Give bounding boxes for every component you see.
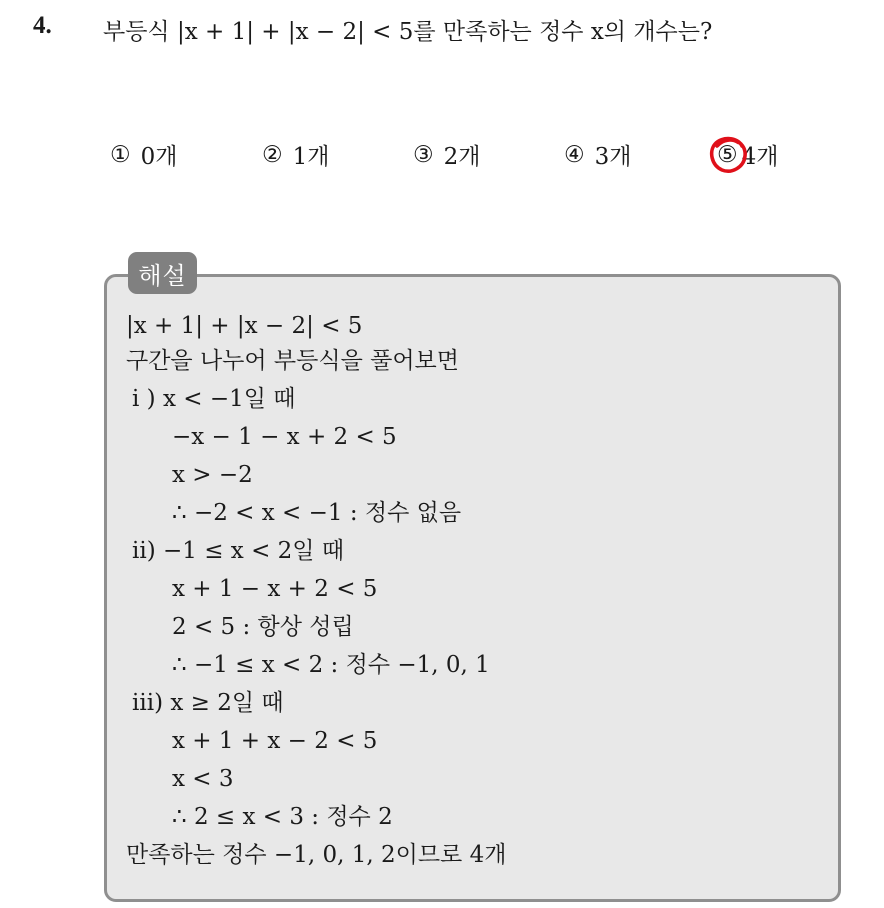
solution-case-3-step-2: x < 3 — [172, 766, 234, 792]
choice-3[interactable] — [413, 138, 480, 171]
solution-case-2-step-1: x + 1 − x + 2 < 5 — [172, 576, 378, 602]
choice-2-marker: ② — [262, 141, 283, 168]
choice-5-marker — [717, 142, 738, 168]
choice-2[interactable] — [262, 138, 329, 171]
solution-case-2-heading: ii) −1 ≤ x < 2일 때 — [132, 538, 345, 564]
choice-4[interactable] — [564, 138, 631, 171]
solution-case-2-result: ∴ −1 ≤ x < 2 : 정수 −1, 0, 1 — [172, 652, 490, 678]
question-text: 부등식 |x + 1| + |x − 2| < 5를 만족하는 정수 x의 개수는? — [103, 19, 713, 45]
solution-case-1-step-1: −x − 1 − x + 2 < 5 — [172, 424, 397, 450]
choice-4-label: 3개 — [594, 144, 632, 170]
choice-1-label: 0개 — [140, 144, 178, 170]
choice-2-label: 1개 — [292, 144, 330, 170]
solution-case-1-result: ∴ −2 < x < −1 : 정수 없음 — [172, 500, 462, 526]
solution-line-2: 구간을 나누어 부등식을 풀어보면 — [126, 348, 459, 374]
solution-conclusion: 만족하는 정수 −1, 0, 1, 2이므로 4개 — [126, 842, 507, 868]
answer-choices — [0, 138, 884, 174]
choice-1-marker: ① — [110, 141, 131, 168]
choice-1[interactable] — [110, 138, 177, 171]
choice-3-marker: ③ — [413, 141, 434, 168]
choice-4-marker: ④ — [564, 141, 585, 168]
solution-case-1-step-2: x > −2 — [172, 462, 253, 488]
solution-case-2-step-2: 2 < 5 : 항상 성립 — [172, 614, 354, 640]
choice-5[interactable] — [717, 138, 778, 171]
question-number: 4. — [33, 12, 52, 39]
solution-case-3-heading: iii) x ≥ 2일 때 — [132, 690, 284, 716]
solution-tag: 해설 — [128, 252, 197, 294]
choice-5-marker-text: ⑤ — [717, 141, 738, 168]
choice-5-label: 4개 — [741, 144, 779, 170]
solution-case-1-heading: i ) x < −1일 때 — [132, 386, 296, 412]
solution-case-3-step-1: x + 1 + x − 2 < 5 — [172, 728, 378, 754]
solution-case-3-result: ∴ 2 ≤ x < 3 : 정수 2 — [172, 804, 393, 830]
choice-3-label: 2개 — [443, 144, 481, 170]
solution-line-1: |x + 1| + |x − 2| < 5 — [126, 313, 363, 339]
